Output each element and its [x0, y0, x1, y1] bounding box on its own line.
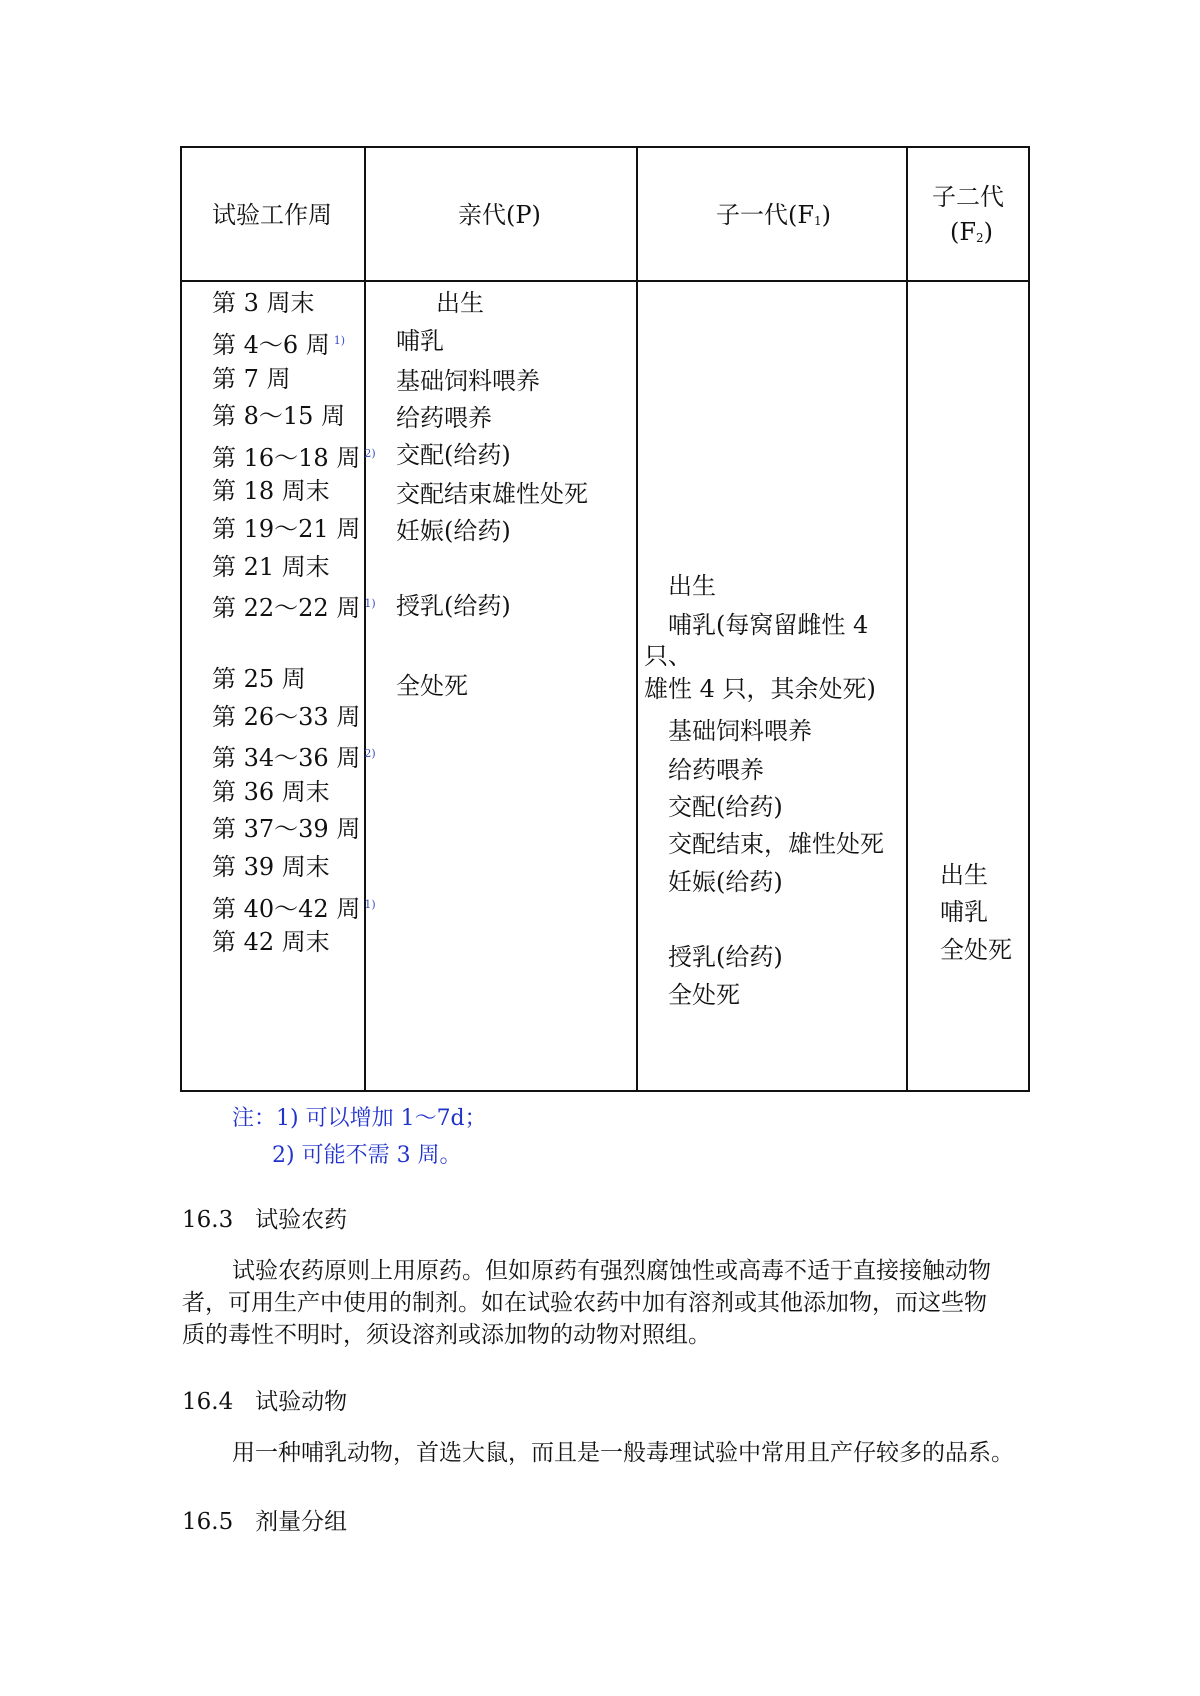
table-note-2: 2) 可能不需 3 周。 [272, 1143, 462, 1168]
f1-row: 全处死 [668, 981, 740, 1009]
week-row: 第 21 周末 [212, 553, 330, 581]
section-16-4-paragraph: 用一种哺乳动物，首选大鼠，而且是一般毒理试验中常用且产仔较多的品系。 [232, 1440, 1014, 1466]
week-row: 第 42 周末 [212, 928, 330, 956]
f1-row: 妊娠(给药) [668, 868, 783, 896]
week-row: 第 26～33 周 [212, 703, 361, 731]
header-divider [180, 280, 1030, 282]
parent-row: 授乳(给药) [396, 592, 511, 620]
table-right-border [1028, 146, 1030, 1092]
week-row: 第 25 周 [212, 665, 306, 693]
f2-row: 全处死 [940, 936, 1012, 964]
parent-row: 交配结束雄性处死 [396, 480, 588, 508]
column-divider [636, 146, 638, 1092]
week-row: 第 3 周末 [212, 289, 315, 317]
f1-row: 交配结束，雄性处死 [668, 830, 884, 858]
table-bottom-border [180, 1090, 1030, 1092]
header-parent: 亲代(P) [458, 201, 541, 229]
header-f1: 子一代$(F_1)$ [716, 201, 832, 229]
week-row: 第 40～42 周 $^{1)}$ [212, 895, 376, 923]
f1-row: 只、 [644, 642, 692, 670]
f2-row: 哺乳 [940, 898, 988, 926]
header-f2-line1: 子二代 [932, 183, 1004, 211]
f1-row: 给药喂养 [668, 756, 764, 784]
week-row: 第 34～36 周 $^{2)}$ [212, 744, 376, 772]
week-row: 第 8～15 周 [212, 402, 346, 430]
table-top-border [180, 146, 1030, 148]
parent-row: 交配(给药) [396, 441, 511, 469]
f1-row: 基础饲料喂养 [668, 717, 812, 745]
f2-row: 出生 [940, 861, 988, 889]
week-row: 第 7 周 [212, 365, 291, 393]
generation-schedule-table [180, 146, 1030, 1092]
parent-row: 出生 [436, 289, 484, 317]
f1-row: 出生 [668, 572, 716, 600]
f1-row: 雄性 4 只，其余处死) [644, 675, 876, 703]
header-weeks: 试验工作周 [212, 201, 332, 229]
parent-row: 妊娠(给药) [396, 517, 511, 545]
column-divider [906, 146, 908, 1092]
f1-row: 授乳(给药) [668, 943, 783, 971]
parent-row: 全处死 [396, 672, 468, 700]
parent-row: 基础饲料喂养 [396, 367, 540, 395]
header-f2-line2: $(F_2)$ [950, 218, 994, 246]
week-row: 第 18 周末 [212, 477, 330, 505]
parent-row: 哺乳 [396, 327, 444, 355]
week-row: 第 19～21 周 [212, 515, 361, 543]
parent-row: 给药喂养 [396, 404, 492, 432]
week-row: 第 36 周末 [212, 778, 330, 806]
table-left-border [180, 146, 182, 1092]
table-note-1: 注：1) 可以增加 1～7d； [232, 1106, 487, 1131]
week-row: 第 16～18 周 $^{2)}$ [212, 444, 376, 472]
week-row: 第 22～22 周 $^{1)}$ [212, 594, 376, 622]
section-heading-16-4: 16.4 试验动物 [182, 1389, 348, 1415]
f1-row: 交配(给药) [668, 793, 783, 821]
week-row: 第 39 周末 [212, 853, 330, 881]
f1-row: 哺乳(每窝留雌性 4 [668, 611, 869, 639]
week-row: 第 37～39 周 [212, 815, 361, 843]
section-16-3-paragraph: 试验农药原则上用原药。但如原药有强烈腐蚀性或高毒不适于直接接触动物 者，可用生产中使用的制剂。如在试验农药中加有溶剂或其他添加物，而这些物 质的毒性不明时，须设溶剂或添加物的动物对照组。 [182, 1258, 991, 1348]
section-heading-16-5: 16.5 剂量分组 [182, 1509, 348, 1535]
section-heading-16-3: 16.3 试验农药 [182, 1207, 348, 1233]
week-row: 第 4～6 周 $^{1)}$ [212, 331, 346, 359]
